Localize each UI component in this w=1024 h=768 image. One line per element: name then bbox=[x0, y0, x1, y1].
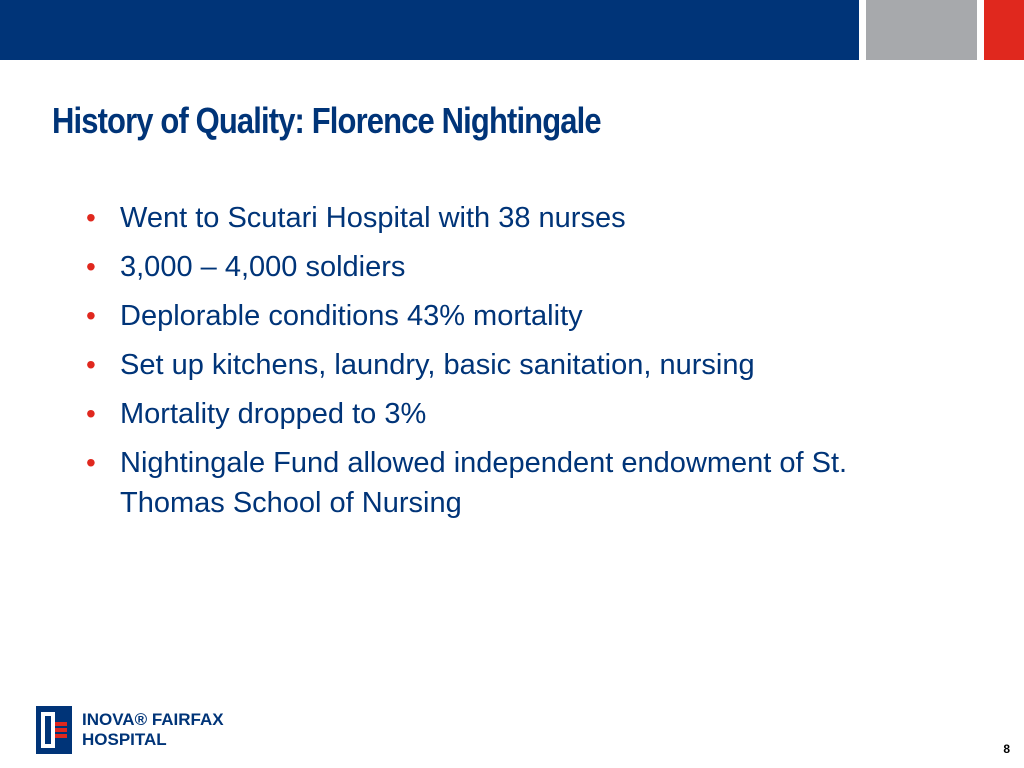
header-bar-gray bbox=[866, 0, 977, 60]
bullet-marker: • bbox=[86, 202, 96, 233]
bullet-text: Mortality dropped to 3% bbox=[120, 398, 427, 430]
bullet-marker: • bbox=[86, 300, 96, 331]
bullet-text: Deplorable conditions 43% mortality bbox=[120, 300, 583, 332]
bullet-item bbox=[86, 394, 966, 434]
inova-fairfax-logo bbox=[36, 706, 224, 754]
bullet-text: Nightingale Fund allowed independent endowment of St. Thomas School of Nursing bbox=[120, 447, 848, 519]
slide-title: History of Quality: Florence Nightingale bbox=[52, 100, 601, 141]
logo-wordmark bbox=[82, 710, 224, 750]
header-bar-navy bbox=[0, 0, 859, 60]
bullet-marker: • bbox=[86, 349, 96, 380]
bullet-item bbox=[86, 296, 966, 336]
bullet-list bbox=[86, 198, 966, 532]
logo-line-1: INOVA® FAIRFAX bbox=[82, 710, 224, 729]
header-color-bar bbox=[0, 0, 1024, 60]
bullet-text: Set up kitchens, laundry, basic sanitation, nursing bbox=[120, 349, 755, 381]
bullet-item bbox=[86, 345, 966, 385]
logo-line-2: HOSPITAL bbox=[82, 730, 167, 749]
bullet-marker: • bbox=[86, 398, 96, 429]
bullet-text: 3,000 – 4,000 soldiers bbox=[120, 251, 406, 283]
page-number: 8 bbox=[1003, 742, 1010, 756]
bullet-marker: • bbox=[86, 251, 96, 282]
bullet-text: Went to Scutari Hospital with 38 nurses bbox=[120, 202, 626, 234]
bullet-item bbox=[86, 443, 966, 523]
bullet-item bbox=[86, 198, 966, 238]
header-bar-red bbox=[984, 0, 1024, 60]
bullet-item bbox=[86, 247, 966, 287]
inova-cross-logo-icon bbox=[36, 706, 72, 754]
bullet-marker: • bbox=[86, 447, 96, 478]
